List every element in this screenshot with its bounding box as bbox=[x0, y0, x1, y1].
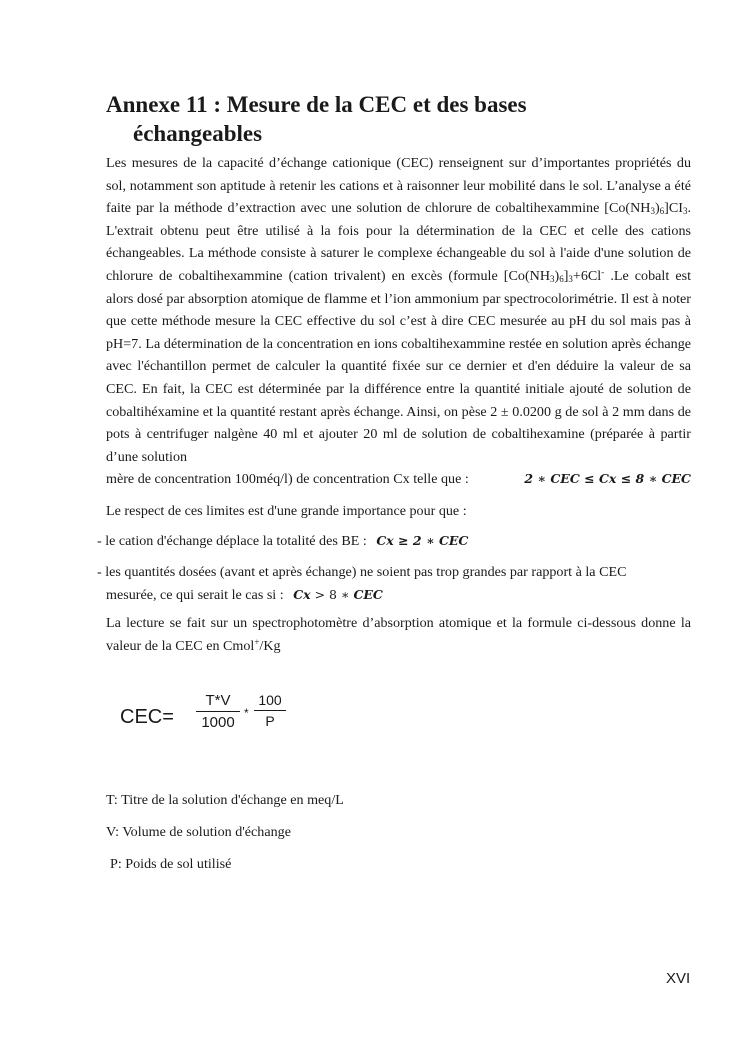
bullet-math: CEC bbox=[353, 586, 383, 602]
page-title bbox=[106, 90, 626, 148]
subscript: 3 bbox=[550, 273, 555, 284]
superscript: - bbox=[601, 266, 605, 277]
bullet-text: - le cation d'échange déplace la totalité des BE : bbox=[97, 533, 367, 549]
fraction-denominator: 1000 bbox=[201, 714, 235, 731]
paragraph-text: +6Cl bbox=[572, 267, 602, 284]
bullet-text: - les quantités dosées (avant et après échange) ne soient pas trop grandes par rapport à la CEC bbox=[97, 564, 627, 580]
subscript: 3 bbox=[568, 273, 573, 284]
subscript: 3 bbox=[682, 206, 688, 217]
definition-v: V: Volume de solution d'échange bbox=[106, 824, 291, 840]
definition-p: P: Poids de sol utilisé bbox=[110, 856, 232, 872]
paragraph-text: ]CI bbox=[664, 200, 683, 217]
bullet-math-operator: > 8 ∗ bbox=[310, 586, 354, 602]
paragraph-text: ) bbox=[654, 200, 660, 217]
formula-fraction-2 bbox=[254, 692, 286, 729]
title-line-1: Annexe 11 : Mesure de la CEC et des bases bbox=[106, 92, 527, 117]
formula-fraction-1 bbox=[196, 692, 240, 731]
subscript: 6 bbox=[659, 206, 665, 217]
paragraph-text: La lecture se fait sur un spectrophotomètre d’absorption atomique et la formule ci-dessous donne la valeur de la CEC en Cmol bbox=[106, 615, 691, 654]
bullet-text: mesurée, ce qui serait le cas si : bbox=[106, 586, 284, 603]
paragraph-last-line bbox=[106, 468, 691, 491]
fraction-numerator: T*V bbox=[196, 692, 240, 712]
paragraph-text: ) bbox=[554, 267, 560, 284]
paragraph-method bbox=[106, 152, 691, 491]
definition-t: T: Titre de la solution d'échange en meq/L bbox=[106, 792, 344, 808]
bullet-continuation bbox=[97, 584, 691, 607]
subscript: 3 bbox=[650, 206, 655, 217]
fraction-numerator: 100 bbox=[254, 692, 286, 711]
formula-operator: * bbox=[244, 706, 249, 720]
formula-lhs: CEC= bbox=[120, 706, 174, 728]
bullet-math: Cx ≥ 2 ∗ CEC bbox=[376, 533, 469, 548]
paragraph-text: Les mesures de la capacité d’échange cationique (CEC) renseignent sur d’importantes propriétés du sol, notamment son aptitude à retenir les cations et à raisonner leur mobilité dans le sol. L’analyse a été faite par la méthode d’extraction avec une solution de chlorure de cobaltihexammine [Co(NH bbox=[106, 155, 691, 217]
bullet-math: Cx bbox=[293, 586, 311, 602]
paragraph-text: . L'extrait obtenu peut être utilisé à la fois pour la détermination de la CEC et celle des cations échangeables. La méthode consiste à saturer le complexe échangeable du sol à l'aide d'une solution de chlorure de cobaltihexammine (cation trivalent) en excès (formule [Co(NH bbox=[106, 200, 691, 284]
paragraph-reading bbox=[106, 612, 691, 657]
paragraph-text: mère de concentration 100méq/l) de concentration Cx telle que : bbox=[106, 471, 469, 488]
paragraph-text: /Kg bbox=[259, 637, 281, 654]
page-number: XVI bbox=[666, 970, 691, 987]
paragraph-text: .Le cobalt est alors dosé par absorption atomique de flamme et l’ion ammonium par spectrocolorimétrie. Il est à noter que cette méthode mesure la CEC effective du sol c’est à dire CEC mesurée au pH du sol mais pas à pH=7. La détermination de la concentration en ions cobaltihexammine restée en solution après échange avec l'échantillon permet de calculer la quantité fixée sur ce dernier et d'en déduire la valeur de sa CEC. En fait, la CEC est déterminée par la différence entre la quantité initiale ajouté de solution de cobaltihéxamine et la quantité restant après échange. Ainsi, on pèse 2 ± 0.0200 g de sol à 2 mm dans de pots à centrifuger nalgène 40 ml et ajouter 20 ml de solution de cobaltihexamine (préparée à partir d’une solution bbox=[106, 267, 691, 465]
fraction-denominator: P bbox=[265, 713, 275, 729]
title-line-2: échangeables bbox=[133, 121, 263, 146]
subscript: 6 bbox=[559, 273, 564, 284]
bullet-item-1 bbox=[97, 530, 468, 553]
paragraph-limits: Le respect de ces limites est d'une grande importance pour que : bbox=[106, 503, 467, 519]
inequality-math: 2 ∗ CEC ≤ Cx ≤ 8 ∗ CEC bbox=[524, 471, 691, 487]
bullet-item-2 bbox=[97, 561, 691, 606]
paragraph-text: ] bbox=[563, 267, 569, 284]
superscript: + bbox=[254, 636, 260, 647]
